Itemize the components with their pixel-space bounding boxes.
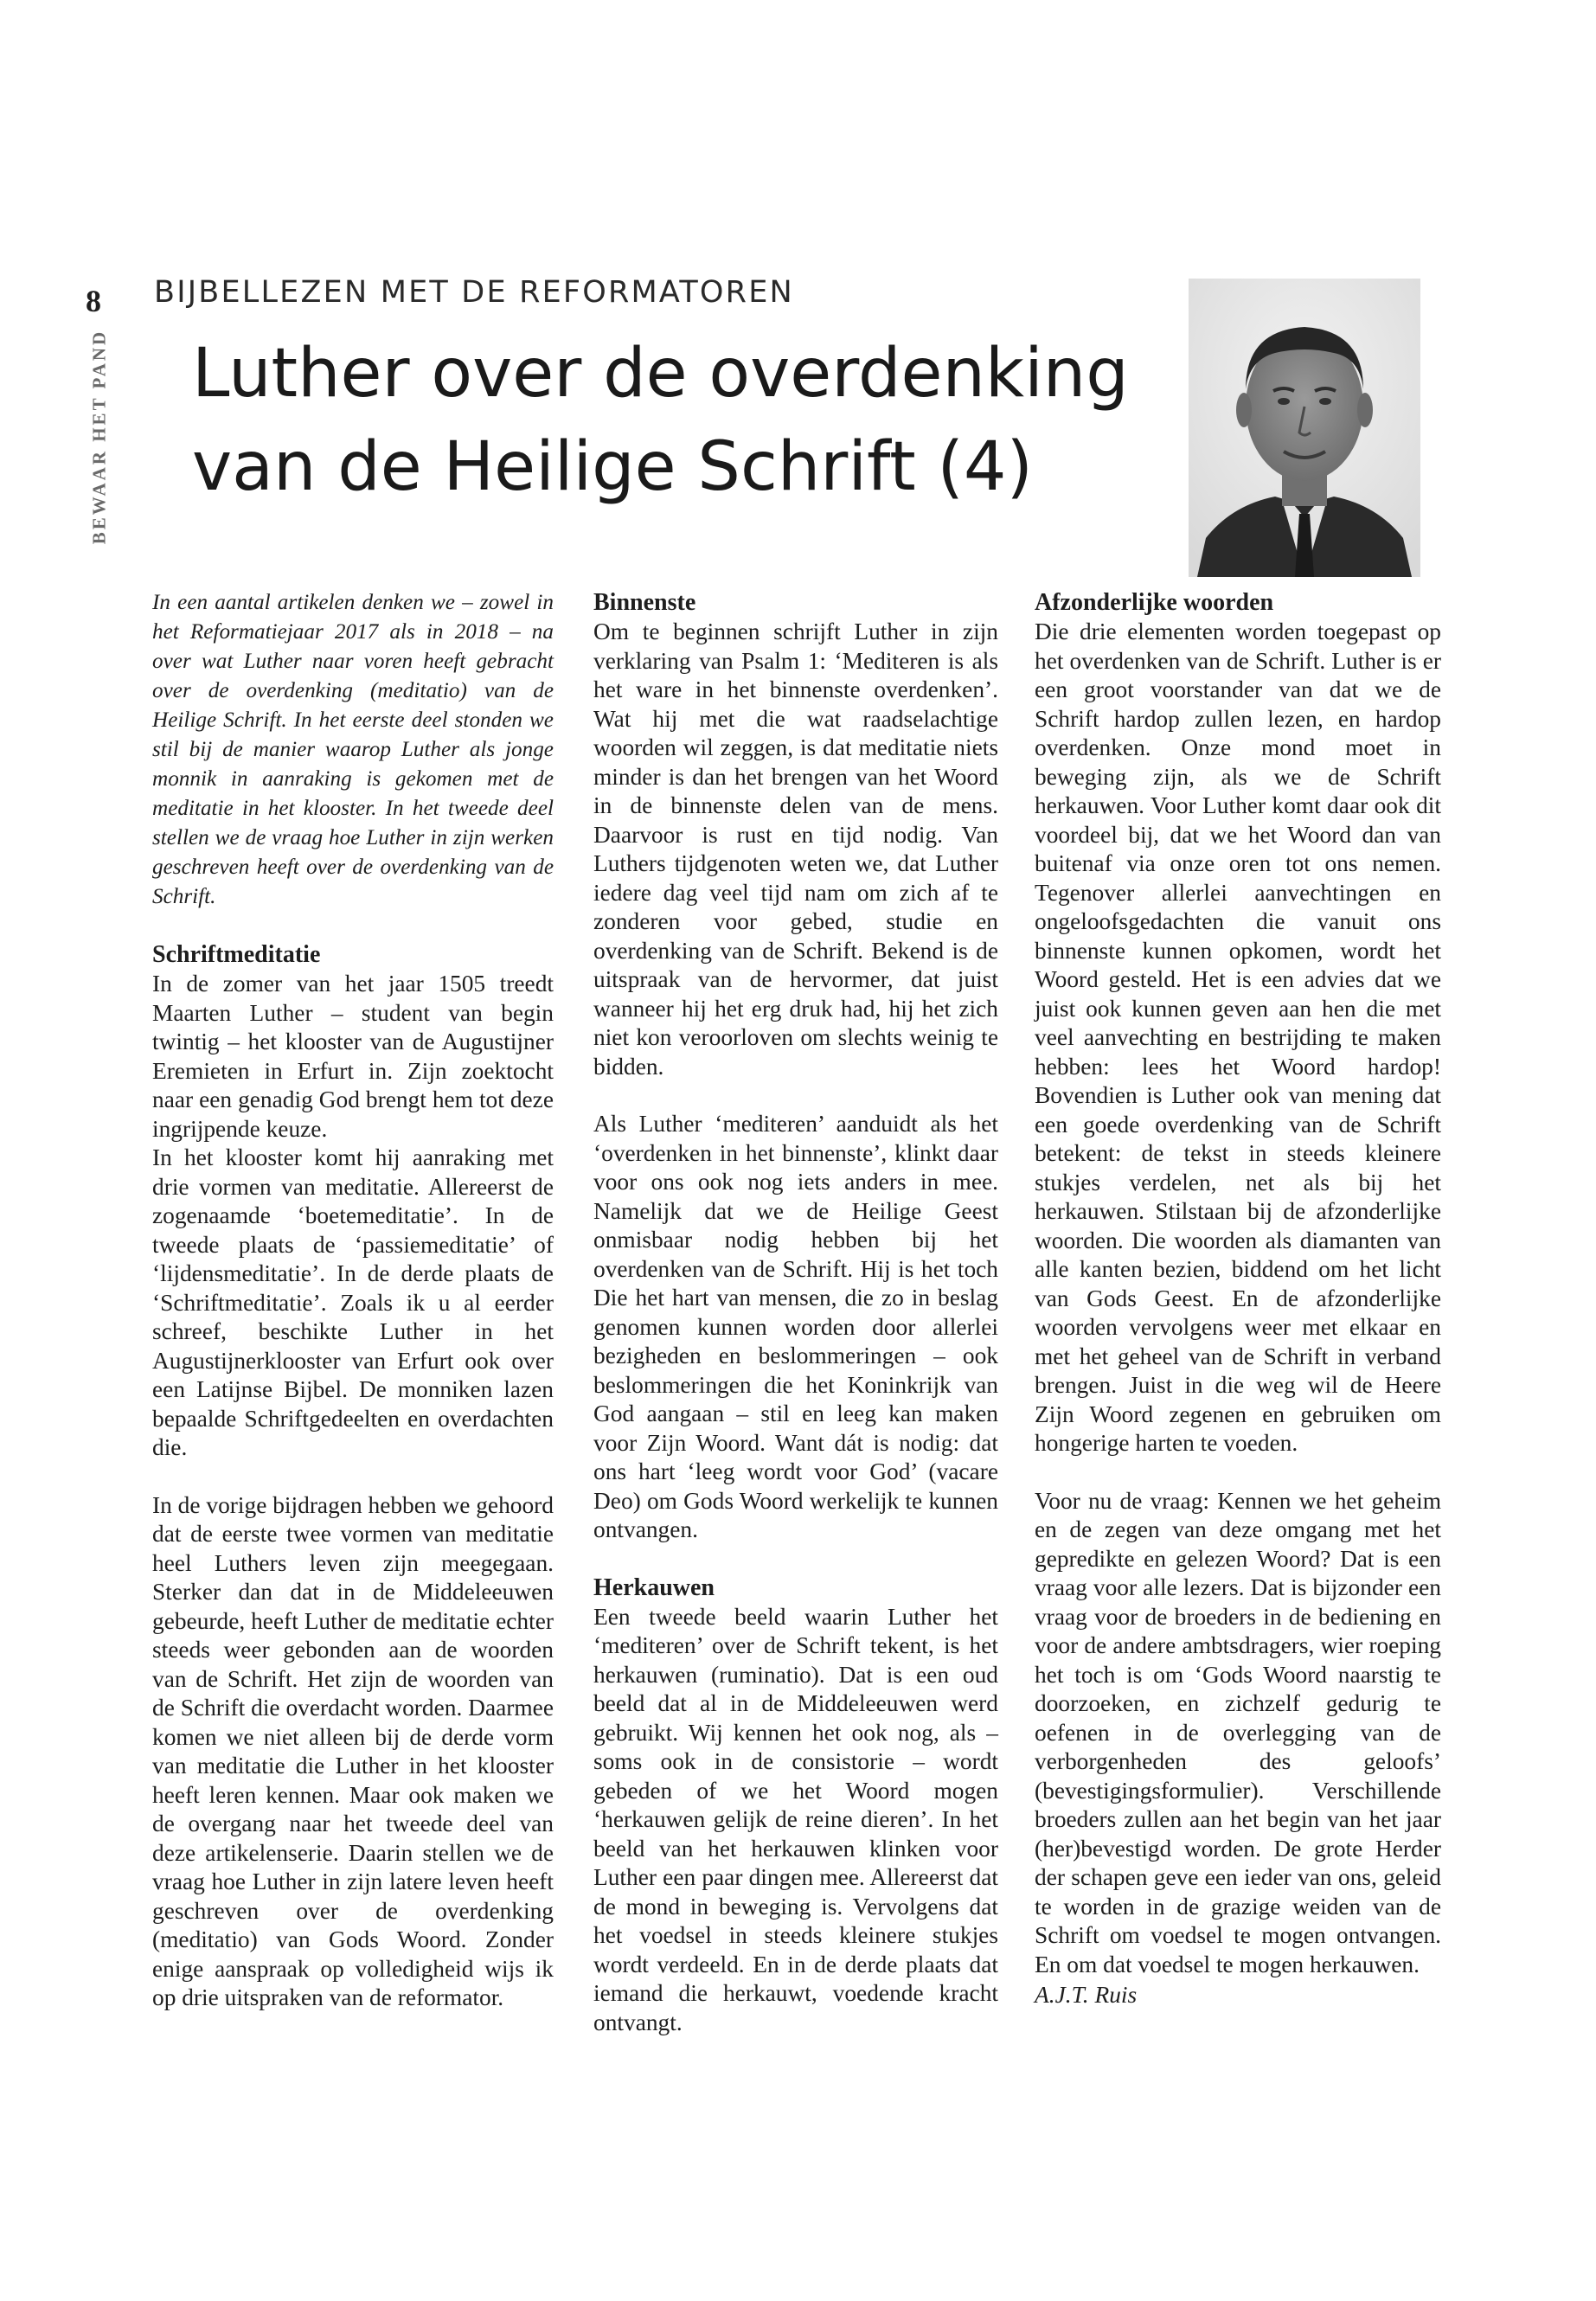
section-heading-afzonderlijke-woorden: Afzonderlijke woorden: [1035, 589, 1274, 616]
section-heading-herkauwen: Herkauwen: [593, 1574, 715, 1601]
section-heading-binnenste: Binnenste: [593, 589, 696, 616]
page-number: 8: [86, 284, 101, 318]
author-signature: A.J.T. Ruis: [1035, 1982, 1138, 2008]
body-paragraph: Voor nu de vraag: Kennen we het geheim en de zegen van deze omgang met het gepredikte en gelezen Woord? Dat is een vraag voor alle lezers. Dat is bijzonder een vraag voor de broeders in de bediening en voor de andere ambtsdragers, wier roeping het toch is om ‘Gods Woord naarstig te doorzoeken, en zichzelf gedurig te oefenen in de overlegging van de verborgenheden des geloofs’ (bevestigingsformulier). Verschillende broeders zullen aan het begin van het jaar (her)bevestigd worden. De grote Herder der schapen geve een ieder van ons, geleid te worden in de grazige weiden van de Schrift om voedsel te mogen ontvangen. En om dat voedsel te mogen herkauwen.: [1035, 1487, 1441, 1977]
article-title-line-2: van de Heilige Schrift (4): [192, 428, 1033, 506]
side-label: [69, 329, 130, 545]
body-paragraph: Als Luther ‘mediteren’ aanduidt als het ‘overdenken in het binnenste’, klinkt daar voor ons ook nog iets anders in mee. Namelijk dat we de Heilige Geest onmisbaar nodig hebben bij het overdenken van de Schrift. Hij is het toch Die het hart van mensen, die zo in beslag genomen kunnen worden door allerlei bezigheden en beslommeringen – ook beslommeringen die het Koninkrijk van God aangaan – stil en leeg kan maken voor Zijn Woord. Want dát is nodig: dat ons hart ‘leeg wordt voor God’ (vacare Deo) om Gods Woord werkelijk te kunnen ontvangen.: [593, 1111, 998, 1542]
body-paragraph: Om te beginnen schrijft Luther in zijn verklaring van Psalm 1: ‘Mediteren is als het ware in het binnenste overdenken’. Wat hij met die wat raadselachtige woorden wil zeggen, is dat meditatie niets minder is dan het brengen van het Woord in de binnenste delen van de mens. Daarvoor is rust en tijd nodig. Van Luthers tijdgenoten weten we, dat Luther iedere dag veel tijd nam om zich af te zonderen voor gebed, studie en overdenking van de Schrift. Bekend is de uitspraak van de hervormer, dat juist wanneer hij het erg druk had, hij het zich niet kon veroorloven om slechts weinig te bidden.: [593, 619, 998, 1080]
article-column-3: [1035, 588, 1441, 2041]
article-title-line-1: Luther over de overdenking: [192, 335, 1129, 413]
body-paragraph: Een tweede beeld waarin Luther het ‘mediteren’ over de Schrift tekent, is het herkauwen (ruminatio). Dat is een oud beeld dat al in de Middeleeuwen werd gebruikt. Wij kennen het ook nog, als – soms ook in de consistorie – wordt gebeden of we het Woord mogen ‘herkauwen gelijk de reine dieren’. In het beeld van het herkauwen klinken voor Luther een paar dingen mee. Allereerst dat de mond in beweging is. Vervolgens dat het voedsel in steeds kleinere stukjes wordt verdeeld. En in de derde plaats dat iemand die herkauwt, voedende kracht ontvangt.: [593, 1603, 998, 2035]
side-label-text: BEWAAR HET PAND: [88, 329, 110, 545]
body-paragraph: In het klooster komt hij aanraking met drie vormen van meditatie. Allereerst de zogenaamde ‘boetemeditatie’. In de tweede plaats de ‘passiemeditatie’ of ‘lijdensmeditatie’. In de derde plaats de ‘Schriftmeditatie’. Zoals ik u al eerder schreef, beschikte Luther in het Augustijnerklooster van Erfurt ook over een Latijnse Bijbel. De monniken lazen bepaalde Schriftgedeelten en overdachten die.: [152, 1144, 554, 1460]
article-column-2: [593, 588, 998, 2035]
intro-paragraph: In een aantal artikelen denken we – zowel in het Reformatiejaar 2017 als in 2018 – na over wat Luther naar voren heeft gebracht over de overdenking (meditatio) van de Heilige Schrift. In het eerste deel stonden we stil bij de manier waarop Luther als jonge monnik in aanraking is gekomen met de meditatie in het klooster. In het tweede deel stellen we de vraag hoe Luther in zijn werken geschreven heeft over de overdenking van de Schrift.: [152, 591, 554, 908]
body-paragraph: In de vorige bijdragen hebben we gehoord dat de eerste twee vormen van meditatie heel Luthers leven zijn meegegaan. Sterker dan dat in de Middeleeuwen gebeurde, heeft Luther de meditatie echter steeds weer gebonden aan de woorden van de Schrift. Het zijn de woorden van de Schrift die overdacht worden. Daarmee komen we niet alleen bij de derde vorm van meditatie die Luther in het klooster heeft leren kennen. Maar ook maken we de overgang naar het tweede deel van deze artikelenserie. Daarin stellen we de vraag hoe Luther in zijn latere leven heeft geschreven over de overdenking (meditatio) van Gods Woord. Zonder enige aanspraak op volledigheid wijs ik op drie uitspraken van de reformator.: [152, 1491, 554, 2010]
section-heading-schriftmeditatie: Schriftmeditatie: [152, 941, 321, 968]
author-portrait-photo: [1189, 279, 1420, 577]
body-paragraph: In de zomer van het jaar 1505 treedt Maarten Luther – student van begin twintig – het klooster van de Augustijner Eremieten in Erfurt in. Zijn zoektocht naar een genadig God brengt hem tot deze ingrijpende keuze.: [152, 971, 554, 1142]
portrait-illustration: [1189, 279, 1420, 577]
article-title: [192, 327, 1161, 526]
body-paragraph: Die drie elementen worden toegepast op het overdenken van de Schrift. Luther is er een groot voorstander van dat we de Schrift hardop zullen lezen, en hardop overdenken. Onze mond moet in beweging zijn, als we de Schrift herkauwen. Voor Luther komt daar ook dit voordeel bij, dat we het Woord dan van buitenaf via onze oren tot ons nemen. Tegenover allerlei aanvechtingen en ongeloofsgedachten die vanuit ons binnenste kunnen opkomen, wordt het Woord gesteld. Het is een advies dat we juist ook kunnen geven aan hen die met veel aanvechting en bestrijding te maken hebben: lees het Woord hardop! Bovendien is Luther ook van mening dat een goede overdenking van de Schrift betekent: de tekst in steeds kleinere stukjes verdelen, net als bij het herkauwen. Stilstaan bij de afzonderlijke woorden. Die woorden als diamanten van alle kanten bezien, biddend om het licht van Gods Geest. En de afzonderlijke woorden vervolgens weer met elkaar en met het geheel van de Schrift in verband brengen. Juist in die weg wil de Heere Zijn Woord zegenen en gebruiken om hongerige harten te voeden.: [1035, 619, 1441, 1456]
article-column-1: [152, 588, 554, 2041]
running-head: BIJBELLEZEN MET DE REFORMATOREN: [154, 275, 794, 310]
